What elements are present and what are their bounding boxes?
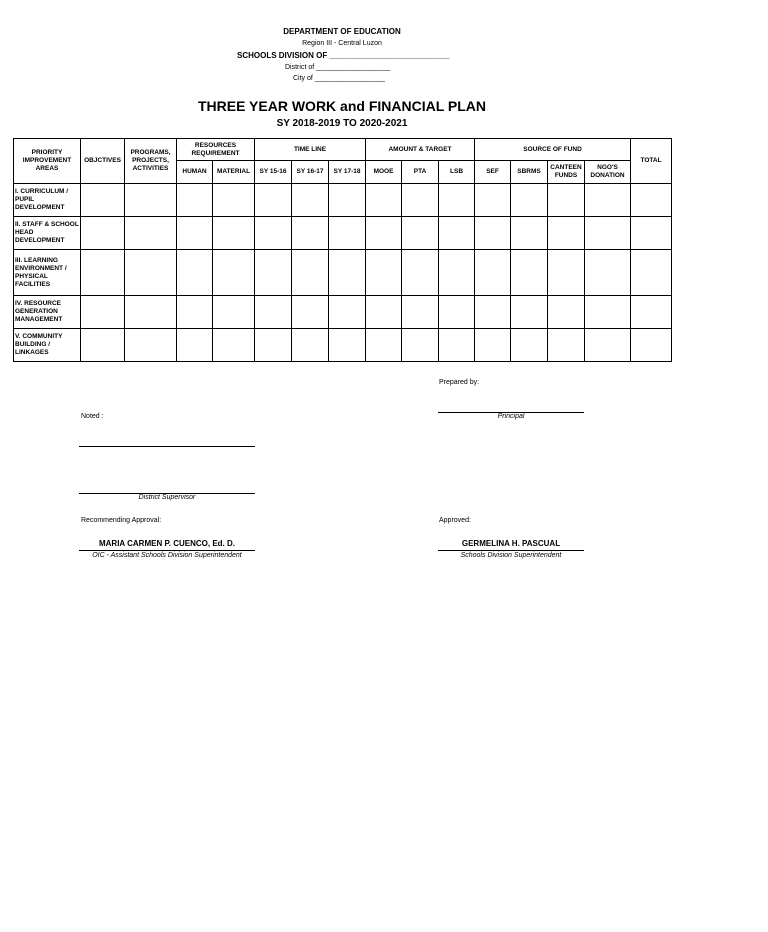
- table-cell[interactable]: [631, 329, 672, 362]
- subheader-sbrms: SBRMS: [511, 161, 548, 184]
- table-cell[interactable]: [475, 250, 511, 296]
- approved-label: Approved:: [439, 517, 471, 524]
- table-cell[interactable]: [366, 329, 402, 362]
- table-cell[interactable]: [402, 184, 439, 217]
- subheader-lsb: LSB: [439, 161, 475, 184]
- work-financial-plan-table: [13, 138, 672, 362]
- table-cell[interactable]: [585, 184, 631, 217]
- schools-division-line: SCHOOLS DIVISION OF ___________________________: [237, 51, 450, 60]
- region-line: Region III - Central Luzon: [302, 40, 382, 47]
- subheader-mooe: MOOE: [366, 161, 402, 184]
- area-staff-development: II. STAFF & SCHOOL HEAD DEVELOPMENT: [14, 217, 81, 250]
- table-cell[interactable]: [292, 184, 329, 217]
- subheader-canteen-funds: CANTEEN FUNDS: [548, 161, 585, 184]
- district-supervisor-title: District Supervisor: [138, 494, 196, 501]
- table-cell[interactable]: [125, 184, 177, 217]
- header-objectives: OBJCTIVES: [81, 139, 125, 184]
- table-cell[interactable]: [402, 329, 439, 362]
- table-cell[interactable]: [402, 217, 439, 250]
- table-cell[interactable]: [177, 296, 213, 329]
- subheader-human: HUMAN: [177, 161, 213, 184]
- header-programs: PROGRAMS, PROJECTS, ACTIVITIES: [125, 139, 177, 184]
- header-timeline: TIME LINE: [255, 139, 366, 161]
- table-cell[interactable]: [255, 184, 292, 217]
- table-cell[interactable]: [329, 250, 366, 296]
- principal-title: Principal: [497, 413, 525, 420]
- table-cell[interactable]: [439, 217, 475, 250]
- table-cell[interactable]: [329, 329, 366, 362]
- table-cell[interactable]: [439, 296, 475, 329]
- table-cell[interactable]: [125, 217, 177, 250]
- table-row: [14, 329, 672, 362]
- table-cell[interactable]: [213, 184, 255, 217]
- table-cell[interactable]: [439, 250, 475, 296]
- table-cell[interactable]: [125, 250, 177, 296]
- table-cell[interactable]: [81, 296, 125, 329]
- table-cell[interactable]: [329, 217, 366, 250]
- table-cell[interactable]: [255, 296, 292, 329]
- district-line: District of ___________________: [285, 64, 391, 71]
- table-cell[interactable]: [585, 329, 631, 362]
- area-learning-environment: III. LEARNING ENVIRONMENT / PHYSICAL FACILITIES: [14, 250, 81, 296]
- table-cell[interactable]: [439, 184, 475, 217]
- table-cell[interactable]: [548, 217, 585, 250]
- noted-signature-line: [79, 446, 255, 447]
- table-cell[interactable]: [213, 296, 255, 329]
- table-cell[interactable]: [511, 296, 548, 329]
- subheader-pta: PTA: [402, 161, 439, 184]
- recommender-name: MARIA CARMEN P. CUENCO, Ed. D.: [98, 539, 235, 548]
- table-cell[interactable]: [585, 217, 631, 250]
- table-row: [14, 217, 672, 250]
- table-cell[interactable]: [255, 250, 292, 296]
- table-cell[interactable]: [475, 296, 511, 329]
- area-curriculum: I. CURRICULUM / PUPIL DEVELOPMENT: [14, 184, 81, 217]
- noted-label: Noted :: [81, 413, 104, 420]
- recommending-approval-label: Recommending Approval:: [81, 517, 162, 524]
- table-cell[interactable]: [511, 329, 548, 362]
- table-cell[interactable]: [329, 184, 366, 217]
- recommender-title: OIC - Assistant Schools Division Superintendent: [92, 552, 242, 559]
- approver-title: Schools Division Superintendent: [460, 552, 562, 559]
- table-cell[interactable]: [81, 217, 125, 250]
- table-cell[interactable]: [177, 329, 213, 362]
- table-cell[interactable]: [292, 217, 329, 250]
- table-cell[interactable]: [548, 296, 585, 329]
- table-cell[interactable]: [329, 296, 366, 329]
- table-cell[interactable]: [548, 250, 585, 296]
- table-cell[interactable]: [255, 217, 292, 250]
- table-cell[interactable]: [81, 250, 125, 296]
- approver-name: GERMELINA H. PASCUAL: [461, 539, 561, 548]
- table-cell[interactable]: [548, 184, 585, 217]
- table-cell[interactable]: [585, 296, 631, 329]
- table-cell[interactable]: [177, 250, 213, 296]
- table-cell[interactable]: [475, 329, 511, 362]
- subheader-sy-15-16: SY 15-16: [255, 161, 292, 184]
- table-cell[interactable]: [548, 329, 585, 362]
- table-cell[interactable]: [366, 296, 402, 329]
- table-cell[interactable]: [511, 250, 548, 296]
- subheader-sy-16-17: SY 16-17: [292, 161, 329, 184]
- recommender-signature-line: [79, 550, 255, 551]
- table-cell[interactable]: [213, 217, 255, 250]
- table-cell[interactable]: [213, 329, 255, 362]
- header-amount-target: AMOUNT & TARGET: [366, 139, 475, 161]
- table-cell[interactable]: [631, 296, 672, 329]
- table-cell[interactable]: [177, 184, 213, 217]
- table-cell[interactable]: [292, 329, 329, 362]
- department-heading: DEPARTMENT OF EDUCATION: [283, 27, 401, 36]
- table-cell[interactable]: [292, 296, 329, 329]
- table-cell[interactable]: [255, 329, 292, 362]
- table-cell[interactable]: [366, 184, 402, 217]
- table-cell[interactable]: [475, 184, 511, 217]
- table-cell[interactable]: [631, 217, 672, 250]
- table-cell[interactable]: [81, 329, 125, 362]
- table-cell[interactable]: [402, 296, 439, 329]
- header-source-of-fund: SOURCE OF FUND: [475, 139, 631, 161]
- table-cell[interactable]: [125, 296, 177, 329]
- document-title: THREE YEAR WORK and FINANCIAL PLAN: [197, 98, 487, 114]
- table-row: [14, 184, 672, 217]
- area-community-building: V. COMMUNITY BUILDING / LINKAGES: [14, 329, 81, 362]
- table-row: [14, 296, 672, 329]
- table-cell[interactable]: [511, 217, 548, 250]
- approver-signature-line: [438, 550, 584, 551]
- table-cell[interactable]: [177, 217, 213, 250]
- table-cell[interactable]: [631, 184, 672, 217]
- table-cell[interactable]: [366, 250, 402, 296]
- table-row: [14, 250, 672, 296]
- table-cell[interactable]: [125, 329, 177, 362]
- subheader-sy-17-18: SY 17-18: [329, 161, 366, 184]
- subheader-sef: SEF: [475, 161, 511, 184]
- header-total: TOTAL: [631, 139, 672, 184]
- table-cell[interactable]: [366, 217, 402, 250]
- document-subtitle: SY 2018-2019 TO 2020-2021: [276, 118, 408, 129]
- subheader-ngo-donation: NGO'S DONATION: [585, 161, 631, 184]
- header-priority-areas: PRIORITY IMPROVEMENT AREAS: [14, 139, 81, 184]
- table-cell[interactable]: [511, 184, 548, 217]
- table-cell[interactable]: [439, 329, 475, 362]
- table-cell[interactable]: [402, 250, 439, 296]
- prepared-by-label: Prepared by:: [439, 379, 480, 386]
- table-cell[interactable]: [585, 250, 631, 296]
- table-cell[interactable]: [81, 184, 125, 217]
- header-resources: RESOURCES REQUIREMENT: [177, 139, 255, 161]
- table-cell[interactable]: [213, 250, 255, 296]
- subheader-material: MATERIAL: [213, 161, 255, 184]
- table-cell[interactable]: [292, 250, 329, 296]
- table-cell[interactable]: [475, 217, 511, 250]
- area-resource-generation: IV. RESOURCE GENERATION MANAGEMENT: [14, 296, 81, 329]
- table-cell[interactable]: [631, 250, 672, 296]
- city-line: City of __________________: [293, 75, 385, 82]
